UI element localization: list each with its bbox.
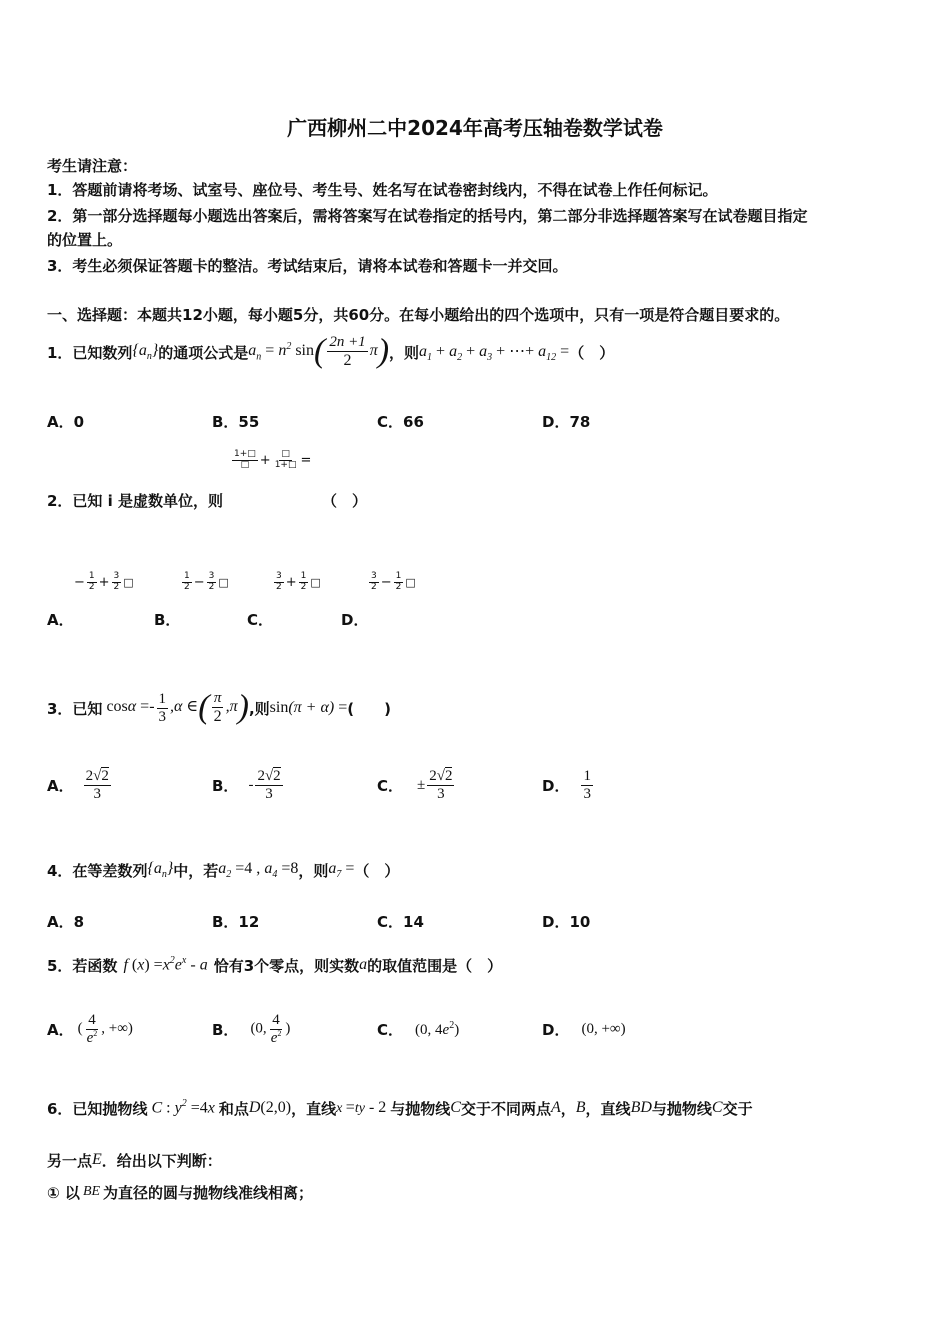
q1-option-c[interactable]: C．66 xyxy=(377,413,424,431)
q3-option-b-row: B． - $\frac{2√2}{3}$ xyxy=(212,768,281,802)
q4-target: $a_7$ = xyxy=(328,859,355,881)
q3-option-c-row: C． ± $\frac{2√2}{3}$ xyxy=(377,768,453,802)
page-title: 广西柳州二中2024年高考压轴卷数学试卷 xyxy=(287,116,663,140)
q2-tail: （ ） xyxy=(322,492,368,510)
q3-option-b[interactable]: B． xyxy=(212,776,239,795)
q6-judge1-tail: 为直径的圆与抛物线准线相离； xyxy=(103,1183,314,1202)
q1-option-a[interactable]: A．0 xyxy=(47,413,85,431)
q3-given: cosα =- $\frac{1}{3}$ ,α ∈( $\frac{\pi}{2}$ ,π) xyxy=(106,689,249,726)
q2-option-c[interactable]: C． xyxy=(247,611,274,629)
q2-option-d-expr: $\frac{3}{2}$ − $\frac{1}{2}$ □ xyxy=(371,571,416,592)
q6-line2: ，直线 xyxy=(585,1099,631,1118)
q5-option-b-expr: (0, $\frac{4}{e^2}$ ) xyxy=(250,1012,291,1046)
q6-point-e: E xyxy=(92,1151,102,1168)
q3-option-b-expr: $\frac{2√2}{3}$ xyxy=(257,768,281,802)
q1-option-b[interactable]: B．55 xyxy=(212,413,260,431)
notice-item-2a: 2．第一部分选择题每小题选出答案后，需将答案写在试卷指定的括号内，第二部分非选择题答案写在试卷题目指定 xyxy=(47,207,808,225)
q1-option-d[interactable]: D．78 xyxy=(542,413,591,431)
q6-cross2: 交于 xyxy=(722,1099,753,1118)
q5-option-d-expr: (0, +∞) xyxy=(581,1020,626,1037)
q3-option-d[interactable]: D． xyxy=(542,776,570,795)
q3-option-a-expr: $\frac{2√2}{3}$ xyxy=(85,768,109,802)
question-4 xyxy=(47,852,399,888)
q6-with: 与抛物线 xyxy=(390,1099,451,1118)
q1-prefix: 1．已知数列 xyxy=(47,343,133,362)
q2-option-b-expr: $\frac{1}{2}$ − $\frac{3}{2}$ □ xyxy=(184,571,229,592)
q5-tail: 的取值范围是（ ） xyxy=(367,956,503,975)
q6-comma: ， xyxy=(560,1099,576,1118)
q2-option-d[interactable]: D． xyxy=(341,611,369,629)
q6-point-b: B xyxy=(575,1099,586,1116)
q3-mid: ,则 xyxy=(248,699,270,718)
q5-function: f $(x) =x^2e^x - a$ xyxy=(123,955,208,974)
notice-item-3: 3．考生必须保证答题卡的整洁。考试结束后，请将本试卷和答题卡一并交回。 xyxy=(47,257,568,275)
q5-prefix: 5．若函数 xyxy=(47,956,118,975)
q6-point-d: D(2,0) xyxy=(248,1099,292,1116)
q4-given: $a_2 =4$ , $a_4 =8$ xyxy=(218,859,299,881)
q3-option-d-expr: $\frac{1}{3}$ xyxy=(583,768,591,802)
q2-prefix: 2．已知 i 是虚数单位，则 xyxy=(47,492,224,510)
q4-option-a[interactable]: A．8 xyxy=(47,913,85,931)
q3-option-a[interactable]: A． xyxy=(47,776,74,795)
q5-option-c[interactable]: C． xyxy=(377,1020,404,1039)
q4-sequence: $\{a_n\}$ xyxy=(147,859,174,881)
q1-mid: 的通项公式是 xyxy=(158,343,249,362)
q1-formula: $a_n = n^2$ sin( $\frac{2n +1}{2}$ π) xyxy=(248,333,390,370)
q6-line-b-tail: ．给出以下判断： xyxy=(101,1151,222,1170)
q1-then: ，则 xyxy=(389,343,420,362)
q3-option-a-row xyxy=(47,768,113,802)
q3-option-c[interactable]: C． xyxy=(377,776,404,795)
q6-line-bd: BD xyxy=(630,1099,652,1116)
q6-parabola: C : $y^2 =4x$ xyxy=(151,1098,215,1117)
q6-line-eq: x =ty - 2 xyxy=(336,1099,387,1116)
q5-option-c-row xyxy=(377,1005,459,1053)
q5-option-c-expr: (0, $4e^2$) xyxy=(415,1019,460,1038)
q3-option-c-expr: $\frac{2√2}{3}$ xyxy=(429,768,453,802)
q2-expression: $\frac{1+□}{□}$ + $\frac{□}{1+□}$ = xyxy=(234,449,312,470)
q6-cross: 交于不同两点 xyxy=(460,1099,551,1118)
q5-option-a-row xyxy=(47,1005,133,1053)
q6-line: ，直线 xyxy=(291,1099,337,1118)
q6-judge1-prefix: ① 以 xyxy=(47,1183,80,1202)
question-1 xyxy=(47,330,614,374)
q6-c-1: C xyxy=(450,1099,461,1116)
q4-option-c[interactable]: C．14 xyxy=(377,913,424,931)
q6-prefix: 6．已知抛物线 xyxy=(47,1099,148,1118)
q1-sequence: $\{a_n\}$ xyxy=(132,341,159,363)
q5-option-a[interactable]: A． xyxy=(47,1020,74,1039)
q3-prefix: 3．已知 xyxy=(47,699,103,718)
q6-judgement-1 xyxy=(47,1180,313,1204)
q6-segment-be: BE xyxy=(82,1184,101,1199)
question-6 xyxy=(47,1090,753,1126)
notice-heading: 考生请注意： xyxy=(47,157,138,175)
q3-tail: ( ) xyxy=(347,699,391,718)
q4-mid: 中，若 xyxy=(173,861,219,880)
q5-option-b[interactable]: B． xyxy=(212,1020,239,1039)
q6-line-b-prefix: 另一点 xyxy=(47,1151,93,1170)
q2-option-a-expr: − $\frac{1}{2}$ + $\frac{3}{2}$ □ xyxy=(74,571,134,592)
q5-option-d[interactable]: D． xyxy=(542,1020,570,1039)
q6-point-a: A xyxy=(550,1099,561,1116)
q2-option-b[interactable]: B． xyxy=(154,611,181,629)
q1-tail: （ ） xyxy=(569,343,615,362)
q2-option-c-expr: $\frac{3}{2}$ + $\frac{1}{2}$ □ xyxy=(276,571,321,592)
q5-option-a-expr: ( $\frac{4}{e^2}$ , +∞) xyxy=(77,1012,133,1046)
q5-mid: 恰有3个零点，则实数 xyxy=(213,956,360,975)
notice-item-2b: 的位置上。 xyxy=(47,231,123,249)
q4-prefix: 4．在等差数列 xyxy=(47,861,148,880)
notice-item-1: 1．答题前请将考场、试室号、座位号、考生号、姓名写在试卷密封线内，不得在试卷上作任何标记。 xyxy=(47,181,718,199)
q6-and: 和点 xyxy=(218,1099,249,1118)
q6-line-b xyxy=(47,1148,222,1172)
q1-sum: $a_1 + a_2 + a_3$ + ⋯+ $a_{12}$ = xyxy=(419,342,570,364)
q4-tail: （ ） xyxy=(354,861,400,880)
q3-target: sin(π + α) = xyxy=(269,699,348,716)
question-3 xyxy=(47,684,391,732)
q4-option-d[interactable]: D．10 xyxy=(542,913,591,931)
q3-option-d-row xyxy=(542,768,595,802)
q5-option-b-row xyxy=(212,1005,290,1053)
q4-option-b[interactable]: B．12 xyxy=(212,913,260,931)
q2-option-a[interactable]: A． xyxy=(47,611,74,629)
q5-option-d-row xyxy=(542,1005,626,1053)
q5-variable: a xyxy=(359,956,368,973)
question-5 xyxy=(47,948,502,982)
q4-then: ，则 xyxy=(298,861,329,880)
section-heading: 一、选择题：本题共12小题，每小题5分，共60分。在每小题给出的四个选项中，只有一项是符合题目要求的。 xyxy=(47,306,790,324)
q6-with2: 与抛物线 xyxy=(651,1099,712,1118)
q6-c-2: C xyxy=(711,1099,723,1116)
